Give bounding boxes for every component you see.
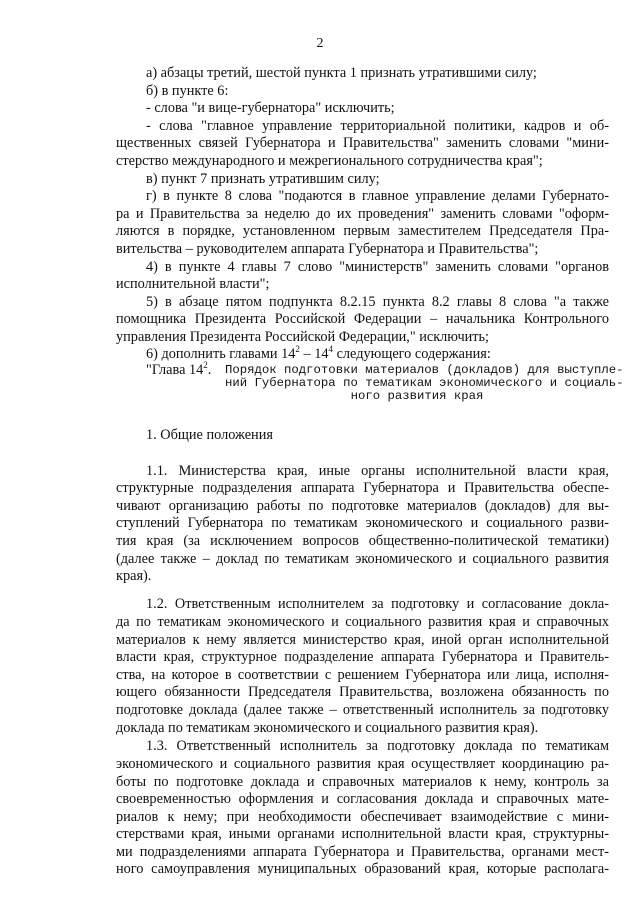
text-line: б) в пункте 6: — [146, 83, 229, 99]
text-line: 1.1. Министерства края, иные органы исполнительной власти края, — [146, 463, 609, 479]
supplement-dash: – 14 — [299, 346, 329, 362]
text-line: риалов к нему; при необходимости обеспечивает взаимодействие с мини- — [116, 809, 609, 825]
text-line: власти края, структурное подразделение аппарата Губернатора и Правитель- — [116, 649, 609, 665]
text-line: щественных связей Губернатора и Правительства" заменить словами "мини- — [116, 135, 609, 151]
text-line: г) в пункте 8 слова "подаются в главное управление делами Губернато- — [146, 188, 609, 204]
text-line: структурные подразделения аппарата Губернатора и Правительства обеспе- — [116, 480, 609, 496]
superscript: 4 — [328, 344, 333, 354]
text-line: 4) в пункте 4 главы 7 слово "министерств" заменить словами "органов — [146, 259, 609, 275]
text-line: 1.3. Ответственный исполнитель за подготовку доклада по тематикам — [146, 738, 609, 754]
superscript: 2 — [295, 344, 300, 354]
text-line: исполнительной власти"; — [116, 276, 270, 292]
superscript: 2 — [203, 360, 208, 370]
text-line: стерство международного и межрегионального сотрудничества края"; — [116, 153, 543, 169]
page-number: 2 — [316, 36, 324, 51]
text-line: помощника Президента Российской Федерации – начальника Контрольного — [116, 311, 609, 327]
text-line: ступлений Губернатора по тематикам экономического и социального разви- — [116, 515, 609, 531]
text-line: ного самоуправления муниципальных образований края, которые располага- — [116, 861, 609, 877]
chapter-heading-title — [225, 363, 624, 403]
text-line: - слова "главное управление территориальной политики, кадров и об- — [146, 118, 609, 134]
text-line: вительства – руководителем аппарата Губернатора и Правительства"; — [116, 241, 539, 257]
text-line: в) пункт 7 признать утратившим силу; — [146, 171, 380, 187]
chapter-heading-lead: "Глава $14^2$. — [146, 360, 212, 378]
supplement-text: 6) дополнить главами 14 — [146, 346, 296, 362]
chapter-title-line: Порядок подготовки материалов (докладов) для выступле- — [225, 363, 624, 377]
text-line: (далее также – доклад по тематикам экономического и социального развития — [116, 551, 609, 567]
text-line: ющего обязанности Председателя Правительства, возложена обязанность по — [116, 684, 609, 700]
text-line: подготовке доклада (далее также – ответственный исполнитель за подготовку — [116, 702, 609, 718]
text-line: 1.2. Ответственным исполнителем за подготовку и согласование докла- — [146, 596, 609, 612]
section-title: 1. Общие положения — [146, 427, 273, 443]
text-line: управления Президента Российской Федерации," исключить; — [116, 329, 490, 345]
text-line: своевременностью оформления и согласования доклада и справочных мате- — [116, 791, 609, 807]
text-line: боты по подготовке доклада и справочных материалов к нему, контроль за — [116, 774, 609, 790]
chapter-title-line: ний Губернатора по тематикам экономического и социаль- — [225, 376, 624, 390]
text-line: - слова "и вице-губернатора" исключить; — [146, 100, 395, 116]
text-line: доклада по тематикам экономического и социального развития края). — [116, 720, 539, 736]
text-line: чивают организацию работы по подготовке материалов (докладов) для вы- — [116, 498, 609, 514]
supplement-line — [146, 345, 609, 363]
text-line: а) абзацы третий, шестой пункта 1 признать утратившими силу; — [146, 65, 537, 81]
supplement-text-end: следующего содержания: — [333, 346, 491, 362]
text-line: стерствами края, иными органами исполнительной власти края, структурны- — [116, 826, 609, 842]
text-line: да по тематикам экономического и социального развития края и справочных — [116, 614, 609, 630]
text-line: ра и Правительства за неделю до их проведения" заменить словами "оформ- — [116, 206, 609, 222]
chapter-title-line: ного развития края — [350, 389, 484, 403]
text-line: ства, на которое в соответствии с решением Губернатора или лица, исполня- — [116, 667, 609, 683]
text-line: материалов к нему является министерство края, иной орган исполнительной — [116, 632, 609, 648]
text-line: тия края (за исключением вопросов общественно-политической тематики) — [116, 533, 609, 549]
text-line: ми подразделениями аппарата Губернатора и Правительства, органами мест- — [116, 844, 609, 860]
text-line: экономического и социального развития края осуществляет координацию ра- — [116, 756, 609, 772]
text-line: 5) в абзаце пятом подпункта 8.2.15 пункта 8.2 главы 8 слова "а также — [146, 294, 609, 310]
text-line: ляются в порядке, установленном первым заместителем Председателя Пра- — [116, 223, 609, 239]
text-line: края). — [116, 568, 152, 584]
